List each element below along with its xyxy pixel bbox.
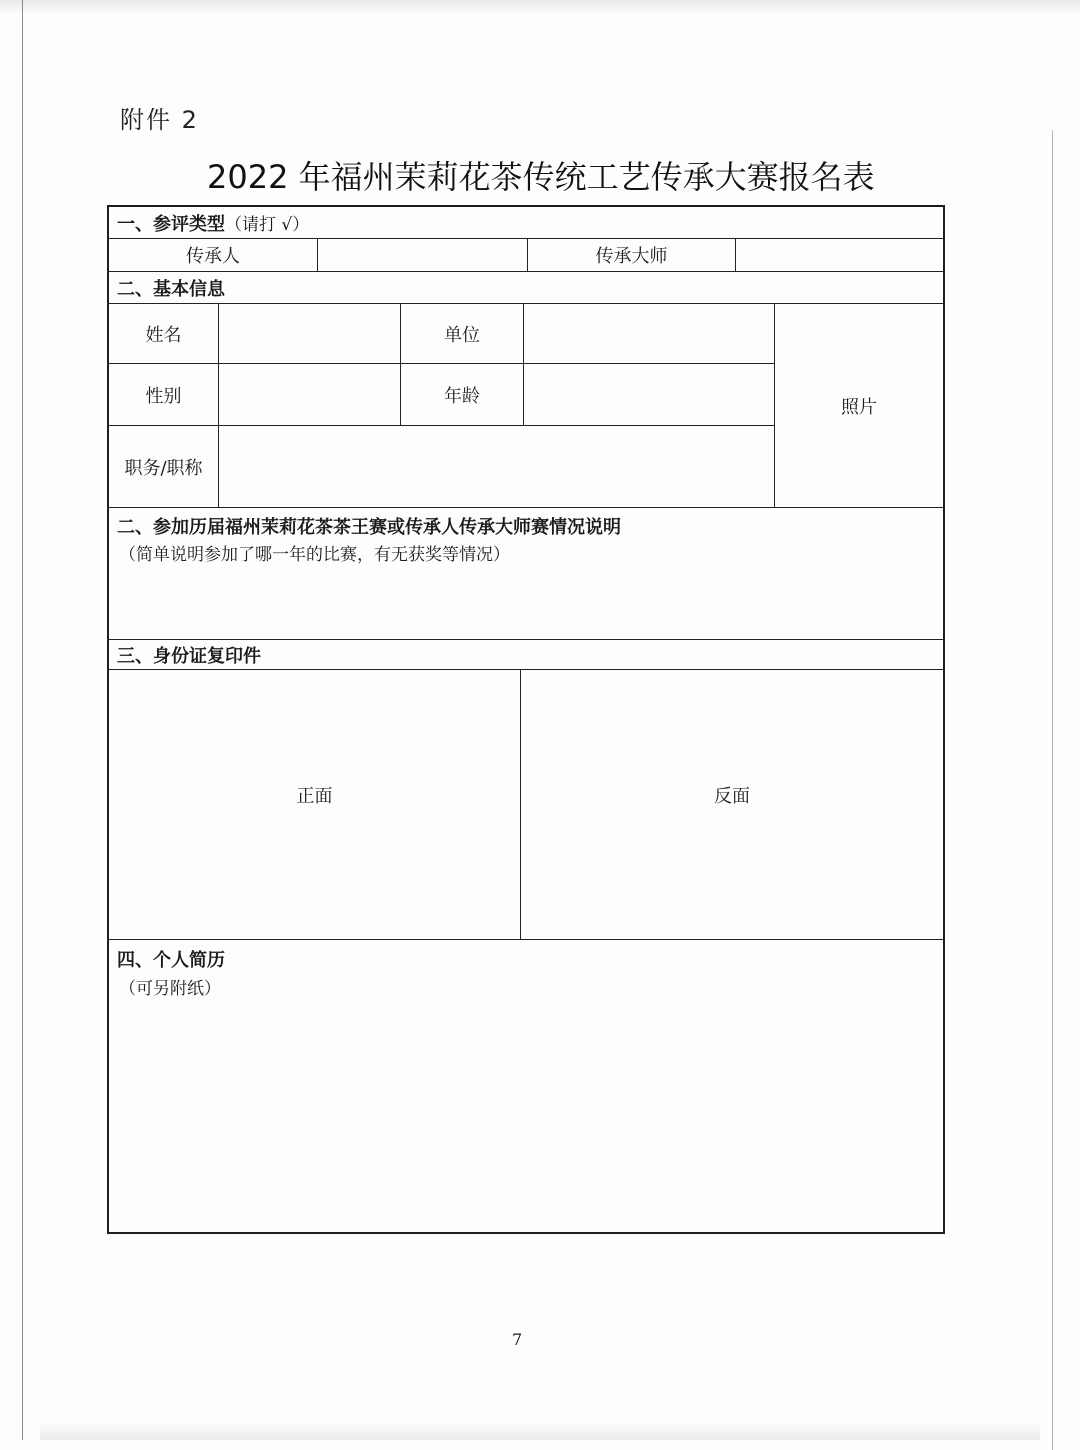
photo-label: 照片 [841, 396, 877, 418]
attachment-label: 附件 2 [120, 106, 199, 134]
section-resume [109, 940, 943, 1232]
page-edge-right [1052, 130, 1053, 1450]
title-label: 职务/职称 [109, 426, 219, 507]
option-label-inheritor: 传承人 [109, 239, 318, 271]
section-heading: 二、基本信息 [117, 278, 225, 300]
gender-field[interactable] [219, 364, 401, 425]
scan-shadow-bottom [40, 1422, 1040, 1440]
option-label-master: 传承大师 [528, 239, 736, 271]
section-basic-info-header [109, 272, 943, 304]
title-field[interactable] [219, 426, 774, 507]
section-heading: 三、身份证复印件 [117, 645, 261, 667]
id-back-box[interactable] [521, 670, 943, 939]
scan-shadow-top [0, 0, 1080, 14]
id-front-box[interactable] [109, 670, 521, 939]
page-number: 7 [512, 1330, 523, 1349]
name-label: 姓名 [109, 304, 219, 363]
name-field[interactable] [219, 304, 401, 363]
unit-field[interactable] [524, 304, 774, 363]
section-participation-type-header [109, 207, 943, 239]
resume-field[interactable] [109, 999, 943, 1232]
page-edge-left [22, 0, 23, 1440]
section-subnote: （简单说明参加了哪一年的比赛，有无获奖等情况） [119, 545, 510, 565]
option-checkbox-inheritor[interactable] [318, 239, 528, 271]
section-heading: 四、个人简历 [117, 950, 225, 971]
option-checkbox-master[interactable] [736, 239, 943, 271]
document-title: 2022 年福州茉莉花茶传统工艺传承大赛报名表 [207, 158, 875, 196]
id-back-label: 反面 [714, 785, 750, 807]
gender-label: 性别 [109, 364, 219, 425]
age-field[interactable] [524, 364, 774, 425]
section-heading: 一、参评类型 [117, 213, 225, 235]
section-note: （请打 √） [225, 215, 310, 235]
basic-info-grid [109, 304, 943, 508]
section-id-copy-header [109, 640, 943, 670]
competition-history-field[interactable] [109, 565, 943, 639]
photo-box[interactable] [775, 304, 943, 507]
registration-form [107, 205, 945, 1234]
age-label: 年龄 [401, 364, 524, 425]
id-front-label: 正面 [296, 785, 333, 807]
participation-type-row [109, 239, 943, 272]
section-subnote: （可另附纸） [119, 979, 221, 999]
id-copy-row [109, 670, 943, 940]
unit-label: 单位 [401, 304, 524, 363]
section-heading: 二、参加历届福州茉莉花茶茶王赛或传承人传承大师赛情况说明 [117, 517, 621, 538]
section-competition-history [109, 508, 943, 640]
